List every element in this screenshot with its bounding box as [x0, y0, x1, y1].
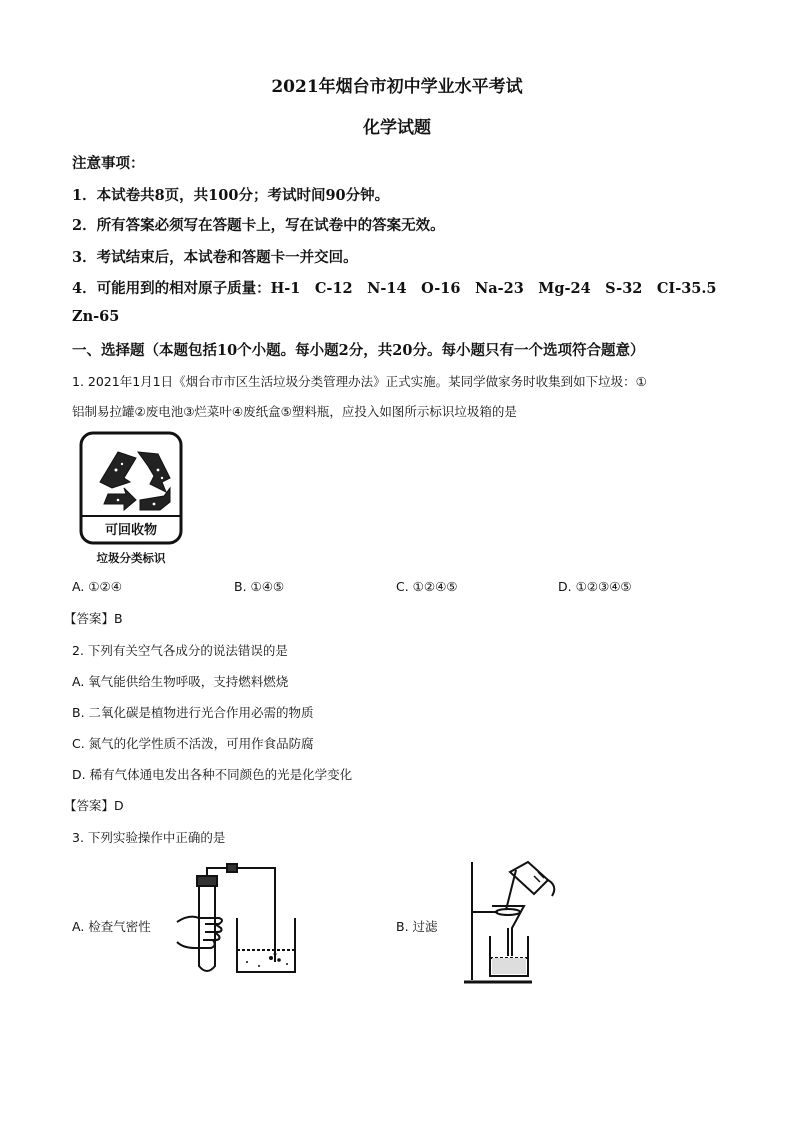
q1-answer: 【答案】B [64, 611, 123, 626]
filtration-apparatus-icon [462, 858, 572, 990]
q2-option-a: A. 氧气能供给生物呼吸，支持燃料燃烧 [72, 674, 289, 689]
q3-option-b-label: B. 过滤 [396, 919, 438, 934]
q1-option-a: A. ①②④ [72, 579, 122, 594]
q2-stem: 2. 下列有关空气各成分的说法错误的是 [72, 643, 288, 658]
sign-caption: 垃圾分类标识 [96, 551, 166, 565]
q2-answer: 【答案】D [64, 798, 124, 813]
q3-option-a-label: A. 检查气密性 [72, 919, 151, 934]
q2-option-d: D. 稀有气体通电发出各种不同颜色的光是化学变化 [72, 767, 353, 782]
q1-stem-line2: 铝制易拉罐②废电池③烂菜叶④废纸盒⑤塑料瓶，应投入如图所示标识垃圾箱的是 [72, 404, 517, 419]
q3-stem: 3. 下列实验操作中正确的是 [72, 830, 226, 845]
notice-item-3: 3．考试结束后，本试卷和答题卡一并交回。 [72, 249, 358, 266]
recycling-sign-icon [78, 430, 188, 570]
airtightness-apparatus-icon [175, 862, 300, 982]
notice-item-1: 1．本试卷共8页，共100分；考试时间90分钟。 [72, 187, 390, 204]
q1-stem-line1: 1. 2021年1月1日《烟台市市区生活垃圾分类管理办法》正式实施。某同学做家务时收集到如下垃圾：① [72, 374, 647, 389]
sign-label: 可回收物 [104, 523, 158, 538]
q1-option-c: C. ①②④⑤ [396, 579, 458, 594]
q1-option-d: D. ①②③④⑤ [558, 579, 632, 594]
q2-option-b: B. 二氧化碳是植物进行光合作用必需的物质 [72, 705, 314, 720]
notice-item-2: 2．所有答案必须写在答题卡上，写在试卷中的答案无效。 [72, 217, 445, 234]
notice-item-4: 4．可能用到的相对原子质量：H-1 C-12 N-14 O-16 Na-23 Mg-24 S-32 CI-35.5 [72, 280, 717, 297]
q1-option-b: B. ①④⑤ [234, 579, 285, 594]
section-heading: 一、选择题（本题包括10个小题。每小题2分，共20分。每小题只有一个选项符合题意） [72, 342, 645, 359]
page-subtitle: 化学试题 [363, 118, 431, 138]
notice-heading: 注意事项： [72, 155, 145, 172]
q2-option-c: C. 氮气的化学性质不活泼，可用作食品防腐 [72, 736, 314, 751]
page-title: 2021年烟台市初中学业水平考试 [271, 77, 523, 97]
notice-item-5: Zn-65 [72, 308, 120, 325]
